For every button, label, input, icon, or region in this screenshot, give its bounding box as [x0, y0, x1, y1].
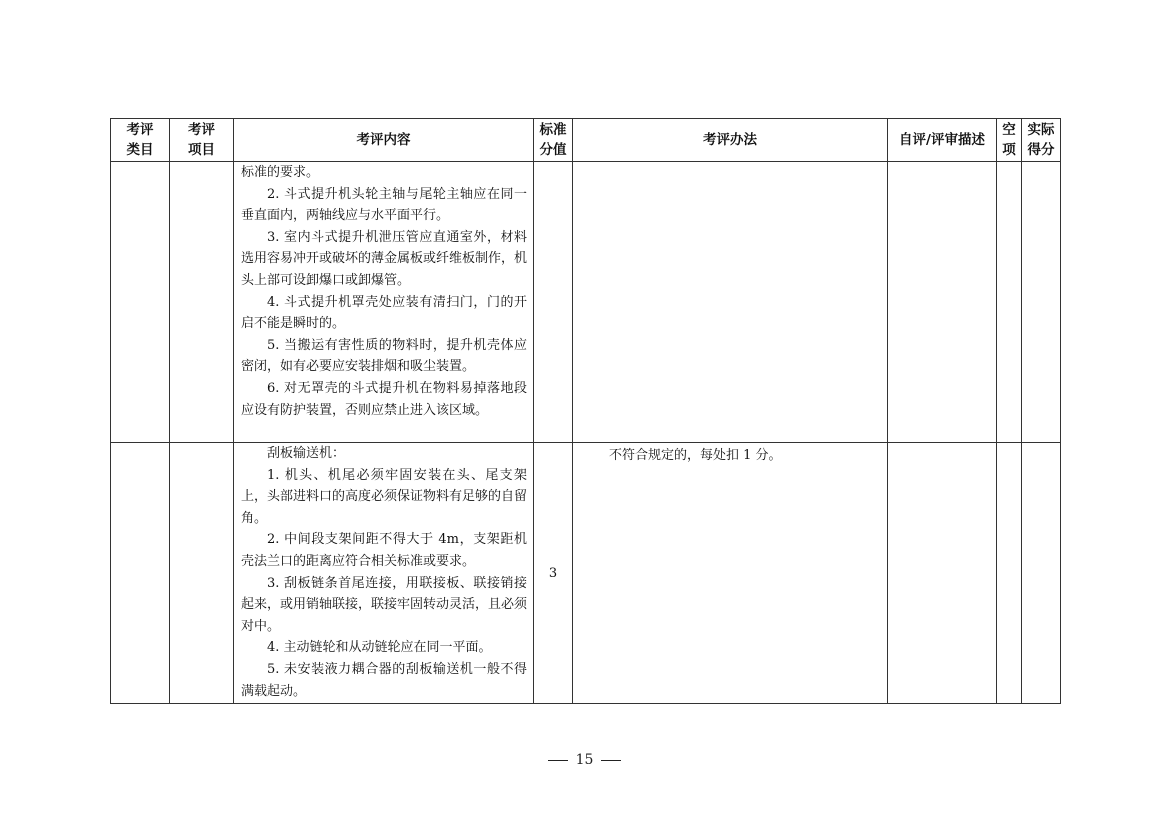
footer-dash-right [601, 760, 621, 761]
content-cell [234, 443, 534, 704]
empty-item-cell [997, 443, 1022, 704]
content-paragraph: 4. 主动链轮和从动链轮应在同一平面。 [267, 640, 492, 656]
self-evaluation-cell [888, 443, 997, 704]
table-row [111, 162, 1061, 443]
actual-score-cell [1022, 443, 1061, 704]
content-paragraph: 标准的要求。 [241, 165, 320, 180]
table-row [111, 443, 1061, 704]
header-self-evaluation: 自评/评审描述 [888, 119, 997, 162]
item-cell [170, 162, 234, 443]
header-standard-score: 标准 分值 [534, 119, 573, 162]
table-header-row [111, 119, 1061, 162]
standard-score-cell: 3 [534, 443, 573, 704]
standard-score-cell [534, 162, 573, 443]
footer-dash-left [548, 760, 568, 761]
content-paragraph: 5. 未安装液力耦合器的刮板输送机一般不得满载起动。 [241, 661, 527, 699]
header-content: 考评内容 [234, 119, 534, 162]
header-method: 考评办法 [573, 119, 888, 162]
content-paragraph: 2. 斗式提升机头轮主轴与尾轮主轴应在同一垂直面内，两轴线应与水平面平行。 [241, 186, 527, 224]
method-cell [573, 162, 888, 443]
empty-item-cell [997, 162, 1022, 443]
content-paragraph: 3. 室内斗式提升机泄压管应直通室外，材料选用容易冲开或破坏的薄金属板或纤维板制作，机头上部可设卸爆口或卸爆管。 [241, 229, 528, 288]
content-paragraph: 4. 斗式提升机罩壳处应装有清扫门，门的开启不能是瞬时的。 [241, 294, 527, 332]
method-cell [573, 443, 888, 704]
content-paragraph: 6. 对无罩壳的斗式提升机在物料易掉落地段应设有防护装置，否则应禁止进入该区域。 [241, 380, 527, 418]
actual-score-cell [1022, 162, 1061, 443]
header-item: 考评 项目 [170, 119, 234, 162]
self-evaluation-cell [888, 162, 997, 443]
content-paragraph: 刮板输送机： [267, 446, 346, 461]
header-actual-score: 实际 得分 [1022, 119, 1061, 162]
page-footer [0, 752, 1169, 768]
method-text [573, 162, 887, 164]
content-cell [234, 162, 534, 443]
header-empty-item: 空 项 [997, 119, 1022, 162]
evaluation-table [110, 118, 1061, 704]
category-cell [111, 443, 170, 704]
category-cell [111, 162, 170, 443]
content-paragraph: 3. 刮板链条首尾连接，用联接板、联接销接起来，或用销轴联接，联接牢固转动灵活，且必须对中。 [241, 575, 528, 634]
page-number: 15 [575, 752, 594, 768]
content-paragraph: 5. 当搬运有害性质的物料时，提升机壳体应密闭，如有必要应安装排烟和吸尘装置。 [241, 337, 527, 375]
item-cell [170, 443, 234, 704]
method-text: 不符合规定的，每处扣 1 分。 [609, 448, 782, 463]
content-paragraph: 2. 中间段支架间距不得大于 4m，支架距机壳法兰口的距离应符合相关标准或要求。 [241, 532, 527, 569]
header-category: 考评 类目 [111, 119, 170, 162]
content-paragraph: 1. 机头、机尾必须牢固安装在头、尾支架上，头部进料口的高度必须保证物料有足够的自留角。 [241, 467, 528, 526]
